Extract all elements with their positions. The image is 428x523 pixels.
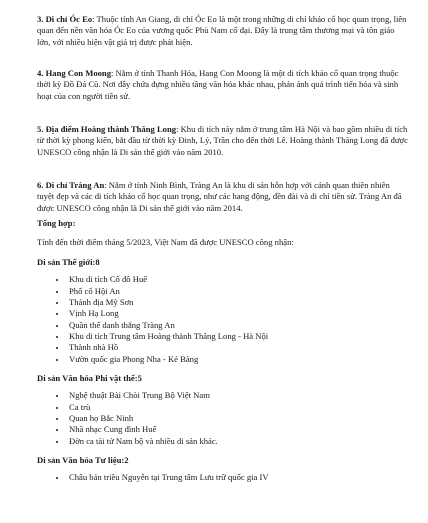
list-item: • Ca trù [67, 402, 408, 413]
list-item: • Quan họ Bắc Ninh [67, 413, 408, 424]
list-item: • Nhã nhạc Cung đình Huế [67, 424, 408, 435]
section-heading: Di sản Văn hóa Phi vật thể:5 [37, 372, 142, 383]
summary-intro: Tính đến thời điểm tháng 5/2023, Việt Nam đã được UNESCO công nhận: [37, 237, 294, 248]
heritage-list [37, 274, 408, 365]
entry-oc-eo [37, 14, 408, 48]
list-item: • Châu bản triều Nguyễn tại Trung tâm Lưu trữ quốc gia IV [67, 472, 408, 483]
list-item: • Khu di tích Cố đô Huế [67, 274, 408, 285]
heritage-list [37, 472, 408, 483]
list-item: • Khu di tích Trung tâm Hoàng thành Thăng Long - Hà Nội [67, 331, 408, 342]
section-heading: Di sản Thế giới:8 [37, 256, 100, 267]
list-item: • Phố cổ Hội An [67, 286, 408, 297]
list-item: • Đờn ca tài tử Nam bộ và nhiều di sản khác. [67, 436, 408, 447]
list-item: • Thánh địa Mỹ Sơn [67, 297, 408, 308]
entry-body: : Thuộc tỉnh An Giang, di chỉ Óc Eo là một trong những di chỉ khảo cổ học quan trọng, liên quan đến nền văn hóa Óc Eo của vương quốc Phù Nam cổ đại. Đây là trung tâm thương mại và tôn giáo lớn, với nhiều hiện vật giá trị được phát hiện. [37, 14, 407, 47]
list-item: • Vườn quốc gia Phong Nha - Kẻ Bàng [67, 354, 408, 365]
entry-lead: 4. Hang Con Moong [37, 68, 112, 79]
entry-trang-an [37, 180, 408, 214]
list-item: • Thành nhà Hồ [67, 342, 408, 353]
heritage-sections [37, 257, 408, 484]
heritage-list [37, 390, 408, 447]
entry-con-moong [37, 68, 408, 102]
entry-lead: 3. Di chỉ Óc Eo [37, 14, 93, 24]
list-item: • Quần thể danh thắng Tràng An [67, 320, 408, 331]
entry-lead: 5. Địa điểm Hoàng thành Thăng Long [37, 124, 177, 135]
section-heading: Di sản Văn hóa Tư liệu:2 [37, 454, 129, 465]
entry-lead: 6. Di chỉ Tràng An [37, 180, 105, 191]
entry-body: : Khu di tích này nằm ở trung tâm Hà Nội và bao gồm nhiều di tích từ thời kỳ phong kiến, bắt đầu từ thời kỳ Đinh, Lý, Trần cho đến thời Lê. Hoàng thành Thăng Long đã được UNESCO công nhận là Di sản thế giới vào năm 2010. [37, 124, 408, 157]
entry-body: : Nằm ở tỉnh Thanh Hóa, Hang Con Moong là một di tích khảo cổ quan trọng thuộc thời kỳ Đồ Đá Cũ. Nơi đây chứa đựng nhiều tầng văn hóa khác nhau, phản ánh quá trình tiến hóa và sinh hoạt của con người tiền sử. [37, 68, 399, 101]
summary-title: Tổng hợp: [37, 218, 76, 229]
entry-body: : Nằm ở tỉnh Ninh Bình, Tràng An là khu di sản hỗn hợp với cảnh quan thiên nhiên tuyệt đẹp và các di tích khảo cổ học quan trọng, như các hang động, đền đài và di chỉ tiền sử. Tràng An đã được UNESCO công nhận là Di sản thế giới vào năm 2014. [37, 180, 402, 213]
entry-thang-long [37, 124, 408, 158]
list-item: • Vịnh Hạ Long [67, 308, 408, 319]
list-item: • Nghệ thuật Bài Chòi Trung Bộ Việt Nam [67, 390, 408, 401]
